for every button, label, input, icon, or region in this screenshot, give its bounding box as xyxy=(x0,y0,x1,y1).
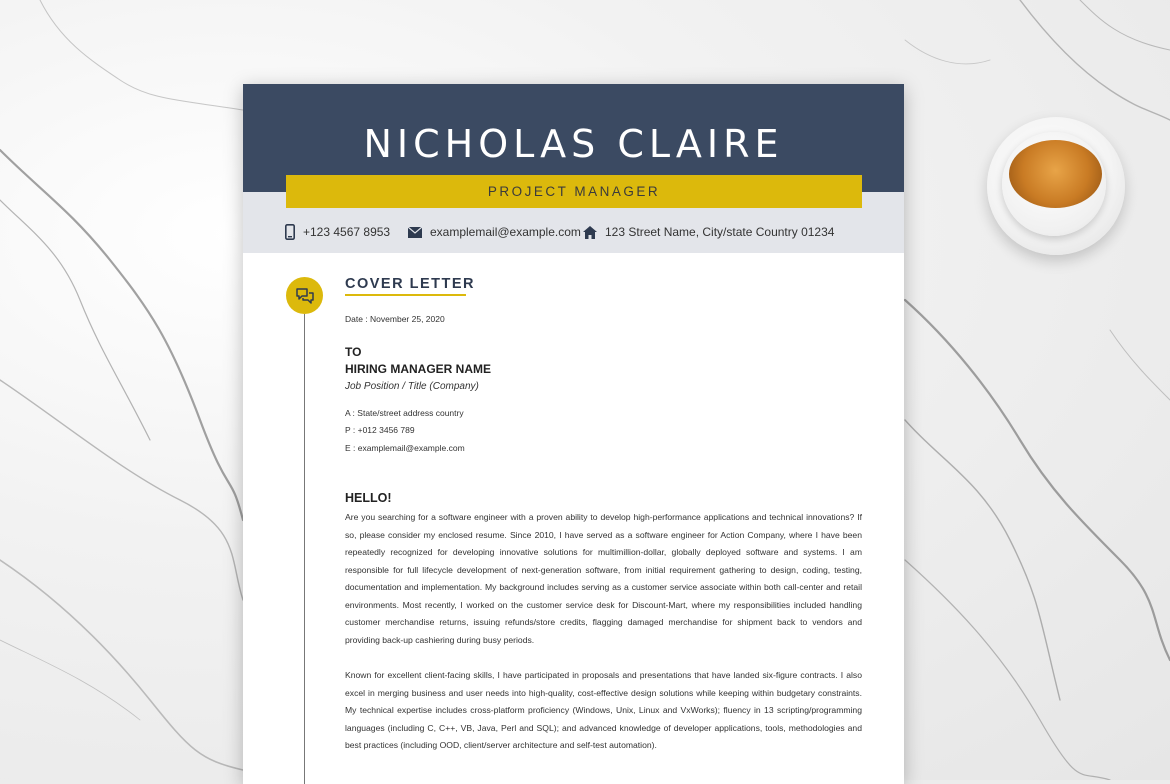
coffee xyxy=(1009,140,1102,208)
contact-email xyxy=(408,224,581,240)
home-icon xyxy=(583,226,597,239)
recipient-phone: P : +012 3456 789 xyxy=(345,425,415,435)
timeline-marker xyxy=(286,277,323,314)
section-title: COVER LETTER xyxy=(345,276,475,292)
greeting: HELLO! xyxy=(345,491,392,505)
letter-paragraph-1: Are you searching for a software engineer with a proven ability to develop high-performance applications and technical innovations? If so, please consider my enclosed resume. Since 2010, I have served as a software engineer for Action Company, where I have been repeatedly recognized for developing innovative solutions for multimillion-dollar, globally deployed software and systems. I am responsible for full lifecycle development of next-generation software, from initial requirement gathering to design, coding, testing, documentation and implementation. My background includes serving as a customer service associate within both call-center and retail environments. Most recently, I worked on the customer service desk for Discount-Mart, where my responsibilities included handling customer merchandise returns, issuing refunds/store credits, flagging damaged merchandise for shipment back to vendors and providing back-up cashiering during busy periods. xyxy=(345,512,862,645)
recipient-position: Job Position / Title (Company) xyxy=(345,381,479,392)
letter-to: TO xyxy=(345,345,362,359)
section-underline xyxy=(345,294,466,296)
contact-address-text: 123 Street Name, City/state Country 01234 xyxy=(605,225,835,239)
chat-bubbles-icon xyxy=(295,287,315,305)
job-title: PROJECT MANAGER xyxy=(487,184,661,199)
letter-paragraph-2: Known for excellent client-facing skills, I have participated in proposals and presentations that have landed six-figure contracts. I also excel in merging business and user needs into high-quality, cost-effective design solutions while keeping within budgetary constraints. My technical expertise includes cross-platform proficiency (Windows, Unix, Linux and VxWorks); fluency in 13 scripting/programming languages (including C, C++, VB, Java, Perl and SQL); and advanced knowledge of developer applications, tools, methodologies and best practices (including OOD, client/server architecture and self-test automation). xyxy=(345,670,862,750)
timeline-line xyxy=(304,314,305,784)
recipient-name: HIRING MANAGER NAME xyxy=(345,362,491,376)
phone-icon xyxy=(285,224,295,240)
recipient-email: E : examplemail@example.com xyxy=(345,443,465,453)
envelope-icon xyxy=(408,227,422,238)
candidate-name: NICHOLAS CLAIRE xyxy=(363,122,784,166)
contact-address xyxy=(583,224,834,240)
letter-date: Date : November 25, 2020 xyxy=(345,314,445,324)
contact-phone-text: +123 4567 8953 xyxy=(303,225,391,239)
contact-phone xyxy=(285,224,390,240)
recipient-address: A : State/street address country xyxy=(345,408,464,418)
resume-page xyxy=(243,84,904,784)
contact-email-text: examplemail@example.com xyxy=(430,225,581,239)
job-title-bar xyxy=(286,175,862,208)
